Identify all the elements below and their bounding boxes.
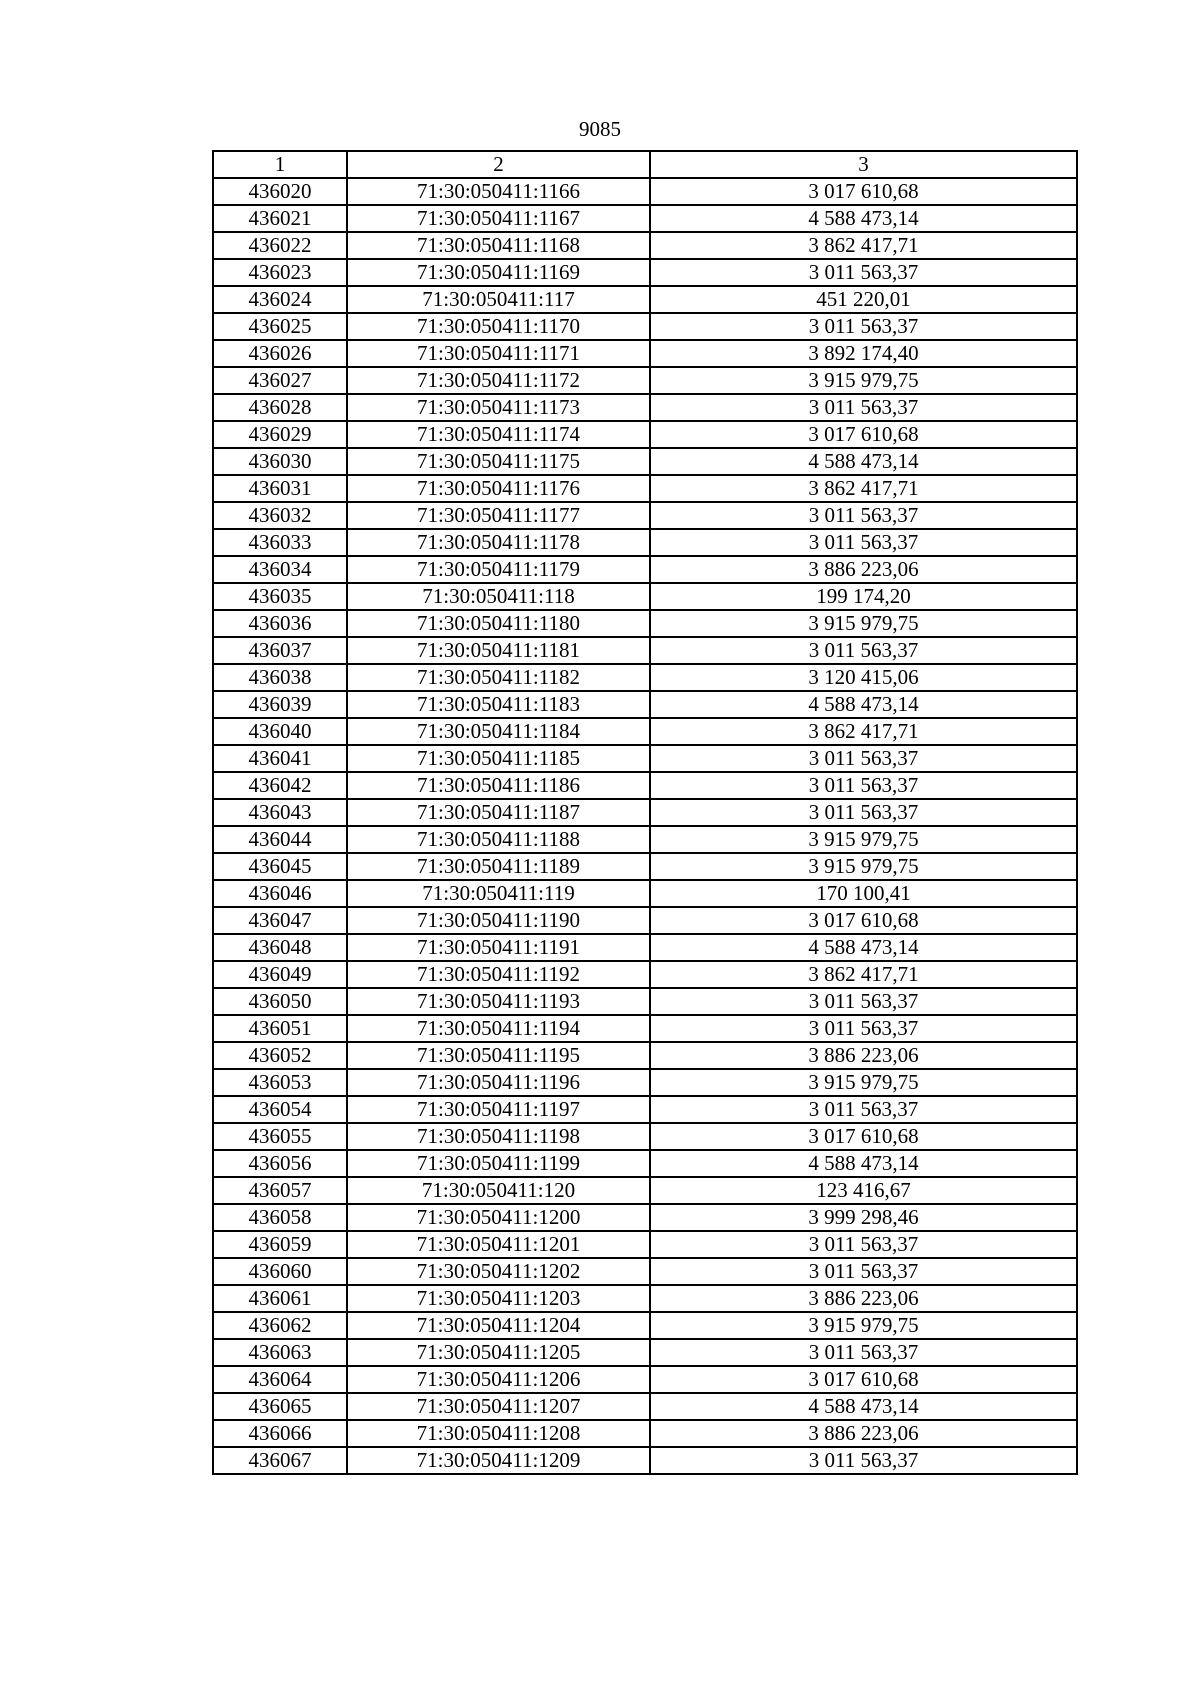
value-cell: 4 588 473,14 [650, 691, 1077, 718]
table-row [213, 583, 1077, 610]
cadastral-number-cell: 71:30:050411:1206 [347, 1366, 650, 1393]
cadastral-number-cell: 71:30:050411:1169 [347, 259, 650, 286]
cadastral-number-cell: 71:30:050411:1184 [347, 718, 650, 745]
table-row [213, 1150, 1077, 1177]
value-cell: 3 011 563,37 [650, 1447, 1077, 1474]
row-number-cell: 436064 [213, 1366, 347, 1393]
cadastral-number-cell: 71:30:050411:1195 [347, 1042, 650, 1069]
cadastral-number-cell: 71:30:050411:1170 [347, 313, 650, 340]
row-number-cell: 436021 [213, 205, 347, 232]
value-cell: 3 120 415,06 [650, 664, 1077, 691]
row-number-cell: 436050 [213, 988, 347, 1015]
cadastral-number-cell: 71:30:050411:1194 [347, 1015, 650, 1042]
cadastral-number-cell: 71:30:050411:1183 [347, 691, 650, 718]
cadastral-number-cell: 71:30:050411:1196 [347, 1069, 650, 1096]
cadastral-number-cell: 71:30:050411:118 [347, 583, 650, 610]
row-number-cell: 436028 [213, 394, 347, 421]
row-number-cell: 436024 [213, 286, 347, 313]
value-cell: 4 588 473,14 [650, 1393, 1077, 1420]
cadastral-number-cell: 71:30:050411:1171 [347, 340, 650, 367]
row-number-cell: 436035 [213, 583, 347, 610]
row-number-cell: 436059 [213, 1231, 347, 1258]
cadastral-number-cell: 71:30:050411:1208 [347, 1420, 650, 1447]
value-cell: 3 862 417,71 [650, 718, 1077, 745]
row-number-cell: 436057 [213, 1177, 347, 1204]
table-row [213, 1339, 1077, 1366]
table-row [213, 232, 1077, 259]
value-cell: 3 915 979,75 [650, 610, 1077, 637]
cadastral-number-cell: 71:30:050411:1175 [347, 448, 650, 475]
row-number-cell: 436047 [213, 907, 347, 934]
table-row [213, 1366, 1077, 1393]
table-row [213, 1312, 1077, 1339]
cadastral-number-cell: 71:30:050411:1187 [347, 799, 650, 826]
cadastral-number-cell: 71:30:050411:117 [347, 286, 650, 313]
table-row [213, 1258, 1077, 1285]
table-row [213, 313, 1077, 340]
value-cell: 3 886 223,06 [650, 1420, 1077, 1447]
cadastral-number-cell: 71:30:050411:1205 [347, 1339, 650, 1366]
table-row [213, 1285, 1077, 1312]
value-cell: 3 011 563,37 [650, 1258, 1077, 1285]
row-number-cell: 436026 [213, 340, 347, 367]
value-cell: 3 915 979,75 [650, 853, 1077, 880]
cadastral-number-cell: 71:30:050411:1203 [347, 1285, 650, 1312]
row-number-cell: 436033 [213, 529, 347, 556]
value-cell: 3 011 563,37 [650, 988, 1077, 1015]
cadastral-number-cell: 71:30:050411:1198 [347, 1123, 650, 1150]
row-number-cell: 436053 [213, 1069, 347, 1096]
cadastral-number-cell: 71:30:050411:1201 [347, 1231, 650, 1258]
table-row [213, 1123, 1077, 1150]
row-number-cell: 436041 [213, 745, 347, 772]
table-row [213, 529, 1077, 556]
row-number-cell: 436060 [213, 1258, 347, 1285]
cadastral-number-cell: 71:30:050411:1177 [347, 502, 650, 529]
value-cell: 3 011 563,37 [650, 1015, 1077, 1042]
table-row [213, 340, 1077, 367]
table-row [213, 1042, 1077, 1069]
cadastral-number-cell: 71:30:050411:1182 [347, 664, 650, 691]
table-row [213, 691, 1077, 718]
value-cell: 3 892 174,40 [650, 340, 1077, 367]
value-cell: 451 220,01 [650, 286, 1077, 313]
row-number-cell: 436062 [213, 1312, 347, 1339]
row-number-cell: 436044 [213, 826, 347, 853]
cadastral-number-cell: 71:30:050411:1167 [347, 205, 650, 232]
row-number-cell: 436054 [213, 1096, 347, 1123]
table-row [213, 934, 1077, 961]
cadastral-number-cell: 71:30:050411:1168 [347, 232, 650, 259]
row-number-cell: 436020 [213, 178, 347, 205]
row-number-cell: 436031 [213, 475, 347, 502]
cadastral-number-cell: 71:30:050411:1181 [347, 637, 650, 664]
table-row [213, 1447, 1077, 1474]
value-cell: 3 915 979,75 [650, 1312, 1077, 1339]
cadastral-number-cell: 71:30:050411:1174 [347, 421, 650, 448]
table-row [213, 556, 1077, 583]
cadastral-number-cell: 71:30:050411:1189 [347, 853, 650, 880]
value-cell: 3 017 610,68 [650, 1123, 1077, 1150]
value-cell: 3 011 563,37 [650, 1096, 1077, 1123]
value-cell: 3 915 979,75 [650, 1069, 1077, 1096]
value-cell: 3 886 223,06 [650, 556, 1077, 583]
table-row [213, 475, 1077, 502]
value-cell: 3 011 563,37 [650, 259, 1077, 286]
row-number-cell: 436042 [213, 772, 347, 799]
value-cell: 3 011 563,37 [650, 745, 1077, 772]
table-row [213, 1204, 1077, 1231]
cadastral-number-cell: 71:30:050411:1204 [347, 1312, 650, 1339]
row-number-cell: 436043 [213, 799, 347, 826]
table-row [213, 1096, 1077, 1123]
cadastral-number-cell: 71:30:050411:1180 [347, 610, 650, 637]
value-cell: 3 862 417,71 [650, 232, 1077, 259]
row-number-cell: 436056 [213, 1150, 347, 1177]
row-number-cell: 436030 [213, 448, 347, 475]
row-number-cell: 436049 [213, 961, 347, 988]
page-number: 9085 [579, 117, 621, 141]
table-row [213, 961, 1077, 988]
row-number-cell: 436023 [213, 259, 347, 286]
row-number-cell: 436046 [213, 880, 347, 907]
column-header-3: 3 [650, 151, 1077, 178]
cadastral-number-cell: 71:30:050411:1173 [347, 394, 650, 421]
row-number-cell: 436055 [213, 1123, 347, 1150]
row-number-cell: 436048 [213, 934, 347, 961]
value-cell: 3 011 563,37 [650, 799, 1077, 826]
row-number-cell: 436052 [213, 1042, 347, 1069]
row-number-cell: 436022 [213, 232, 347, 259]
value-cell: 199 174,20 [650, 583, 1077, 610]
table-row [213, 1420, 1077, 1447]
cadastral-number-cell: 71:30:050411:1197 [347, 1096, 650, 1123]
cadastral-number-cell: 71:30:050411:120 [347, 1177, 650, 1204]
row-number-cell: 436027 [213, 367, 347, 394]
row-number-cell: 436036 [213, 610, 347, 637]
table-body [213, 178, 1077, 1474]
table-row [213, 205, 1077, 232]
table-row [213, 664, 1077, 691]
value-cell: 3 011 563,37 [650, 394, 1077, 421]
value-cell: 3 915 979,75 [650, 826, 1077, 853]
row-number-cell: 436038 [213, 664, 347, 691]
row-number-cell: 436058 [213, 1204, 347, 1231]
table-row [213, 637, 1077, 664]
row-number-cell: 436034 [213, 556, 347, 583]
value-cell: 3 886 223,06 [650, 1285, 1077, 1312]
value-cell: 4 588 473,14 [650, 934, 1077, 961]
table-row [213, 1015, 1077, 1042]
table-row [213, 1177, 1077, 1204]
value-cell: 3 011 563,37 [650, 529, 1077, 556]
cadastral-number-cell: 71:30:050411:1200 [347, 1204, 650, 1231]
value-cell: 3 017 610,68 [650, 421, 1077, 448]
cadastral-number-cell: 71:30:050411:1179 [347, 556, 650, 583]
row-number-cell: 436039 [213, 691, 347, 718]
row-number-cell: 436065 [213, 1393, 347, 1420]
value-cell: 170 100,41 [650, 880, 1077, 907]
cadastral-number-cell: 71:30:050411:1190 [347, 907, 650, 934]
cadastral-number-cell: 71:30:050411:1176 [347, 475, 650, 502]
table-header-row [213, 151, 1077, 178]
row-number-cell: 436045 [213, 853, 347, 880]
cadastral-number-cell: 71:30:050411:1202 [347, 1258, 650, 1285]
table-row [213, 178, 1077, 205]
table-row [213, 772, 1077, 799]
cadastral-number-cell: 71:30:050411:1207 [347, 1393, 650, 1420]
cadastral-number-cell: 71:30:050411:1166 [347, 178, 650, 205]
column-header-1: 1 [213, 151, 347, 178]
cadastral-number-cell: 71:30:050411:119 [347, 880, 650, 907]
cadastral-number-cell: 71:30:050411:1193 [347, 988, 650, 1015]
value-cell: 4 588 473,14 [650, 1150, 1077, 1177]
table-row [213, 259, 1077, 286]
cadastral-number-cell: 71:30:050411:1191 [347, 934, 650, 961]
value-cell: 3 011 563,37 [650, 772, 1077, 799]
table-row [213, 745, 1077, 772]
cadastral-number-cell: 71:30:050411:1185 [347, 745, 650, 772]
value-cell: 3 011 563,37 [650, 502, 1077, 529]
cadastral-number-cell: 71:30:050411:1199 [347, 1150, 650, 1177]
table-row [213, 718, 1077, 745]
value-cell: 3 011 563,37 [650, 1231, 1077, 1258]
value-cell: 3 017 610,68 [650, 1366, 1077, 1393]
table-row [213, 502, 1077, 529]
value-cell: 3 915 979,75 [650, 367, 1077, 394]
table-row [213, 880, 1077, 907]
value-cell: 3 011 563,37 [650, 1339, 1077, 1366]
value-cell: 3 017 610,68 [650, 907, 1077, 934]
value-cell: 3 862 417,71 [650, 961, 1077, 988]
value-cell: 3 862 417,71 [650, 475, 1077, 502]
cadastral-number-cell: 71:30:050411:1178 [347, 529, 650, 556]
cadastral-number-cell: 71:30:050411:1186 [347, 772, 650, 799]
table-row [213, 448, 1077, 475]
value-cell: 3 999 298,46 [650, 1204, 1077, 1231]
row-number-cell: 436067 [213, 1447, 347, 1474]
table-row [213, 1231, 1077, 1258]
row-number-cell: 436051 [213, 1015, 347, 1042]
column-header-2: 2 [347, 151, 650, 178]
table-row [213, 610, 1077, 637]
table-row [213, 394, 1077, 421]
cadastral-number-cell: 71:30:050411:1172 [347, 367, 650, 394]
value-cell: 3 017 610,68 [650, 178, 1077, 205]
registry-table [212, 150, 1078, 1475]
table-row [213, 988, 1077, 1015]
row-number-cell: 436063 [213, 1339, 347, 1366]
value-cell: 3 886 223,06 [650, 1042, 1077, 1069]
row-number-cell: 436040 [213, 718, 347, 745]
value-cell: 4 588 473,14 [650, 205, 1077, 232]
cadastral-number-cell: 71:30:050411:1192 [347, 961, 650, 988]
row-number-cell: 436032 [213, 502, 347, 529]
table-row [213, 286, 1077, 313]
row-number-cell: 436029 [213, 421, 347, 448]
row-number-cell: 436037 [213, 637, 347, 664]
row-number-cell: 436025 [213, 313, 347, 340]
table-row [213, 1069, 1077, 1096]
table-row [213, 799, 1077, 826]
table-row [213, 1393, 1077, 1420]
row-number-cell: 436061 [213, 1285, 347, 1312]
table-row [213, 826, 1077, 853]
value-cell: 4 588 473,14 [650, 448, 1077, 475]
table-row [213, 421, 1077, 448]
value-cell: 123 416,67 [650, 1177, 1077, 1204]
value-cell: 3 011 563,37 [650, 637, 1077, 664]
table-row [213, 907, 1077, 934]
table-row [213, 367, 1077, 394]
cadastral-number-cell: 71:30:050411:1209 [347, 1447, 650, 1474]
row-number-cell: 436066 [213, 1420, 347, 1447]
cadastral-number-cell: 71:30:050411:1188 [347, 826, 650, 853]
value-cell: 3 011 563,37 [650, 313, 1077, 340]
table-row [213, 853, 1077, 880]
